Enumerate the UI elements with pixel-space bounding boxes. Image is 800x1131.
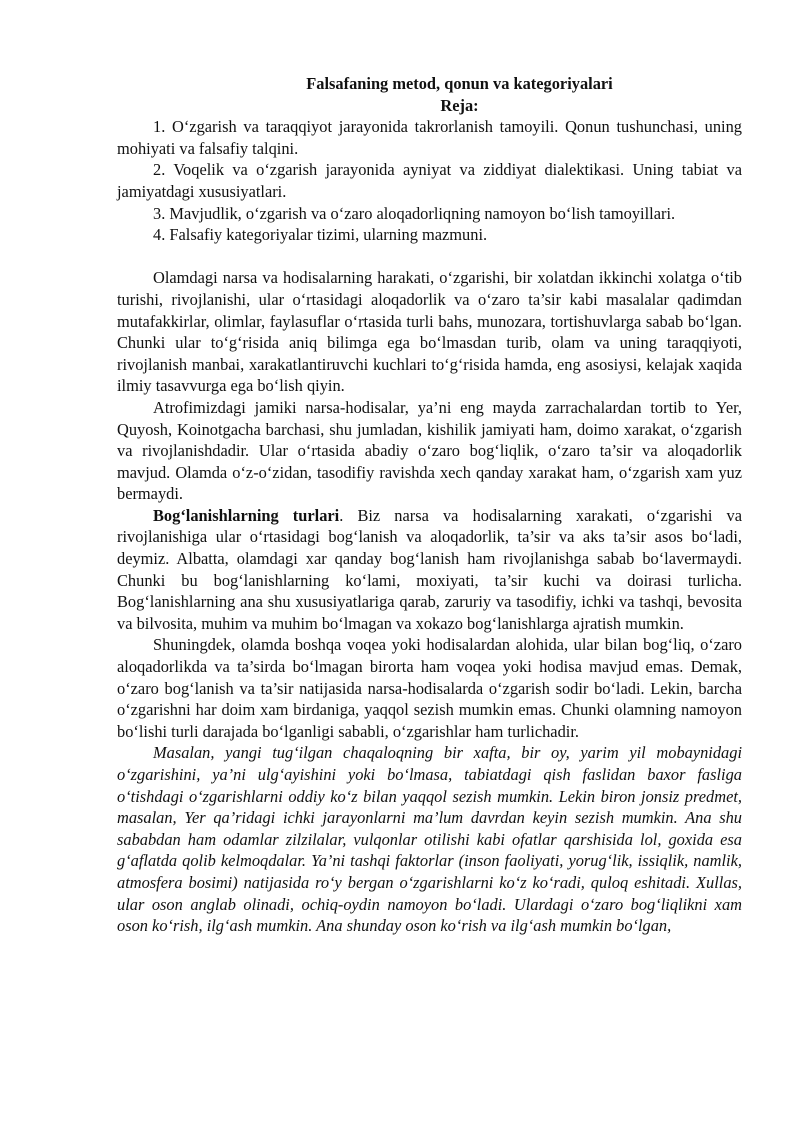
body-paragraph: Olamdagi narsa va hodisalarning harakati, o‘zgarishi, bir xolatdan ikkinchi xolatga o‘tib turishi, rivojlanishi, ular o‘rtasidagi aloqadorlik va o‘zaro ta’sir kabi masalalar qadimdan mutafakkirlar, olimlar, faylasuflar o‘rtasida turli bahs, munozara, tortishuvlarga sabab bo‘lgan. Chunki ular to‘g‘risida aniq bilimga ega bo‘lmasdan turib, olam va uning taraqqiyoti, rivojlanish manbai, xarakatlantiruvchi kuchlari to‘g‘risida hamda, eng asosiysi, kelajak xaqida ilmiy tasavvurga ega bo‘lish qiyin. [117,268,742,396]
document-title: Falsafaning metod, qonun va kategoriyalari [306,74,613,93]
plan-item: 3. Mavjudlik, o‘zgarish va o‘zaro aloqadorliqning namoyon bo‘lish tamoyillari. [153,203,676,223]
plan-item: 2. Voqelik va o‘zgarish jarayonida ayniyat va ziddiyat dialektikasi. Uning tabiat va jamiyatdagi xususiyatlari. [117,160,742,201]
plan-heading: Reja: [440,95,479,115]
plan-item: 4. Falsafiy kategoriyalar tizimi, ularning mazmuni. [153,225,488,245]
body-paragraph: Atrofimizdagi jamiki narsa-hodisalar, ya’ni eng mayda zarrachalardan tortib to Yer, Quyosh, Koinotgacha barchasi, shu jumladan, kishilik jamiyati ham, doimo xarakat, o‘zgarish va rivojlanishdadir. Ular o‘rtasida abadiy o‘zaro bog‘liqlik, o‘zaro ta’sir va aloqadorlik mavjud. Olamda o‘z-o‘zidan, tasodifiy ravishda xech qanday xarakat ham, o‘zgarish xam yuz bermaydi. [117,397,742,504]
plan-list [117,116,742,246]
section-spacer [117,246,742,268]
italic-example-paragraph: Masalan, yangi tug‘ilgan chaqaloqning bir xafta, bir oy, yarim yil mobaynidagi o‘zgarishini, ya’ni ulg‘ayishini yoki bo‘lmasa, tabiatdagi qish faslidan baxor fasliga o‘tishdagi o‘zgarishlarni oddiy ko‘z bilan yaqqol sezish mumkin. Lekin biron jonsiz predmet, masalan, Yer qa’ridagi ichki jarayonlarni ma’lum davrdan keyin sezish mumkin. Ana shu sababdan ham odamlar zilzilalar, vulqonlar otilishi kabi ofatlar qarshisida lol, goxida esa g‘aflatda qolib kelmoqdalar. Ya’ni tashqi faktorlar (inson faoliyati, yorug‘lik, issiqlik, namlik, atmosfera bosimi) natijasida ro‘y bergan o‘zgarishlarni ko‘z ko‘radi, quloq eshitadi. Xullas, ular oson anglab olinadi, ochiq-oydin namoyon bo‘ladi. Ulardagi o‘zaro bog‘liqlikni xam oson ko‘rish, ilg‘ash mumkin. Ana shunday oson ko‘rish va ilg‘ash mumkin bo‘lgan, [117,743,742,936]
plan-item: 1. O‘zgarish va taraqqiyot jarayonida takrorlanish tamoyili. Qonun tushunchasi, uning mohiyati va falsafiy talqini. [117,117,742,158]
body-paragraph [117,505,742,635]
body-paragraph: Shuningdek, olamda boshqa voqea yoki hodisalardan alohida, ular bilan bog‘liq, o‘zaro aloqadorlikda va ta’sirda bo‘lmagan birorta ham voqea yoki hodisa mavjud emas. Demak, o‘zaro bog‘lanish va ta’sir natijasida narsa-hodisalarda o‘zgarish sodir bo‘ladi. Lekin, barcha o‘zgarishni har doim xam birdaniga, yaqqol sezish mumkin emas. Chunki olamning namoyon bo‘lishi turli darajada bo‘lganligi sababli, o‘zgarishlar ham turlichadir. [117,635,742,741]
section-lead-heading: Bog‘lanishlarning turlari [153,505,340,525]
paragraph-text: . Biz narsa va hodisalarning xarakati, o‘zgarishi va rivojlanishiga ular o‘rtasidagi bog‘lanish va aloqadorlik, ta’sir va aks ta’sir asos bo‘ladi, deymiz. Albatta, olamdagi xar qanday bog‘lanish ham rivojlanishga sabab bo‘lavermaydi. Chunki bu bog‘lanishlarning ko‘lami, moxiyati, ta’sir kuchi va doirasi turlicha. Bog‘lanishlarning ana shu xususiyatlariga qarab, zaruriy va tasodifiy, ichki va tashqi, bevosita va bilvosita, muhim va muhim bo‘lmagan va xokazo bog‘lanishlarga ajratish mumkin. [117,505,742,633]
document-page [117,73,742,937]
